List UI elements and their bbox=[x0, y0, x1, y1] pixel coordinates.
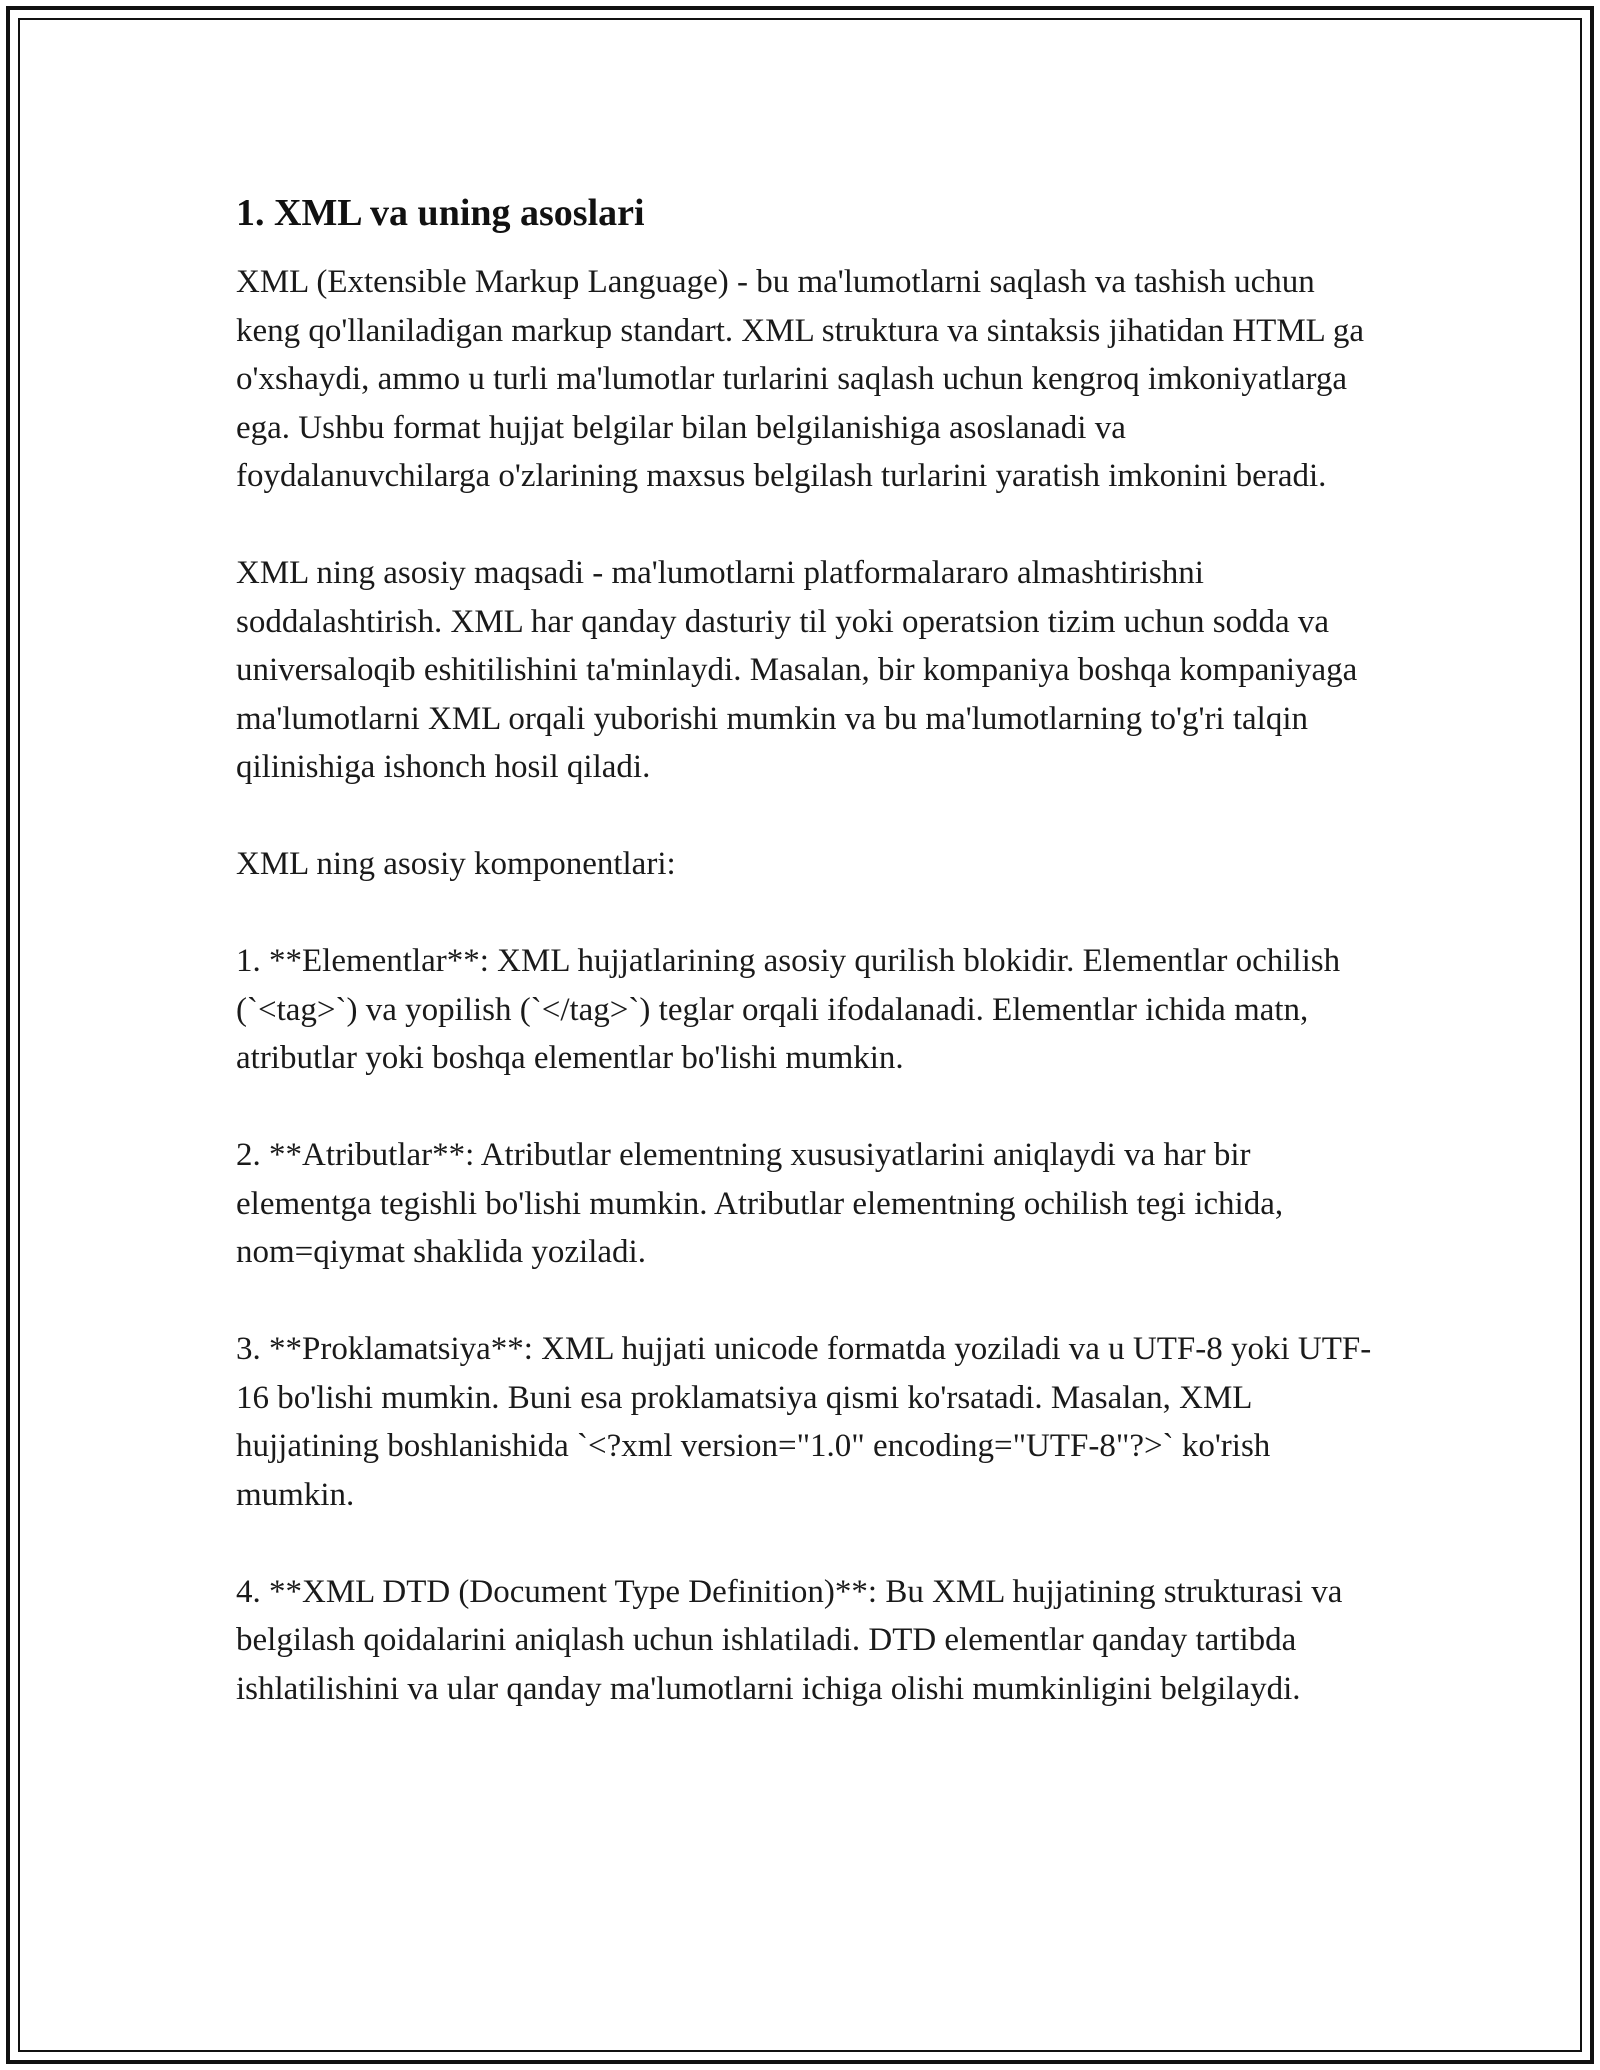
paragraph-purpose: XML ning asosiy maqsadi - ma'lumotlarni platformalararo almashtirishni soddalashtirish. XML har qanday dasturiy til yoki operatsion tizim uchun sodda va universaloqib eshitilishini ta'minlaydi. Masalan, bir kompaniya boshqa kompaniyaga ma'lumotlarni XML orqali yuborishi mumkin va bu ma'lumotlarning to'g'ri talqin qilinishiga ishonch hosil qiladi. bbox=[236, 555, 1358, 785]
list-item-attributes: 2. **Atributlar**: Atributlar elementning xususiyatlarini aniqlaydi va har bir elementga tegishli bo'lishi mumkin. Atributlar elementning ochilish tegi ichida, nom=qiymat shaklida yoziladi. bbox=[236, 1137, 1284, 1270]
paragraph-components-heading: XML ning asosiy komponentlari: bbox=[236, 846, 676, 882]
list-item-dtd: 4. **XML DTD (Document Type Definition)**: Bu XML hujjatining strukturasi va belgilash qoidalarini aniqlash uchun ishlatiladi. DTD elementlar qanday tartibda ishlatilishini va ular qanday ma'lumotlarni ichiga olishi mumkinligini belgilaydi. bbox=[236, 1573, 1343, 1707]
section-heading: 1. XML va uning asoslari bbox=[236, 192, 645, 234]
paragraph-intro: XML (Extensible Markup Language) - bu ma'lumotlarni saqlash va tashish uchun keng qo'llaniladigan markup standart. XML struktura va sintaksis jihatidan HTML ga o'xshaydi, ammo u turli ma'lumotlar turlarini saqlash uchun kengroq imkoniyatlarga ega. Ushbu format hujjat belgilar bilan belgilanishiga asoslanadi va foydalanuvchilarga o'zlarining maxsus belgilash turlarini yaratish imkonini beradi. bbox=[236, 264, 1365, 494]
list-item-elements: 1. **Elementlar**: XML hujjatlarining asosiy qurilish blokidir. Elementlar ochilish (`<tag>`) va yopilish (`</tag>`) teglar orqali ifodalanadi. Elementlar ichida matn, atributlar yoki boshqa elementlar bo'lishi mumkin. bbox=[236, 943, 1341, 1076]
document-body bbox=[236, 188, 1386, 1713]
list-item-proclamation: 3. **Proklamatsiya**: XML hujjati unicode formatda yoziladi va u UTF-8 yoki UTF-16 bo'lishi mumkin. Buni esa proklamatsiya qismi ko'rsatadi. Masalan, XML hujjatining boshlanishida `<?xml version="1.0" encoding="UTF-8"?>` ko'rish mumkin. bbox=[236, 1331, 1372, 1513]
